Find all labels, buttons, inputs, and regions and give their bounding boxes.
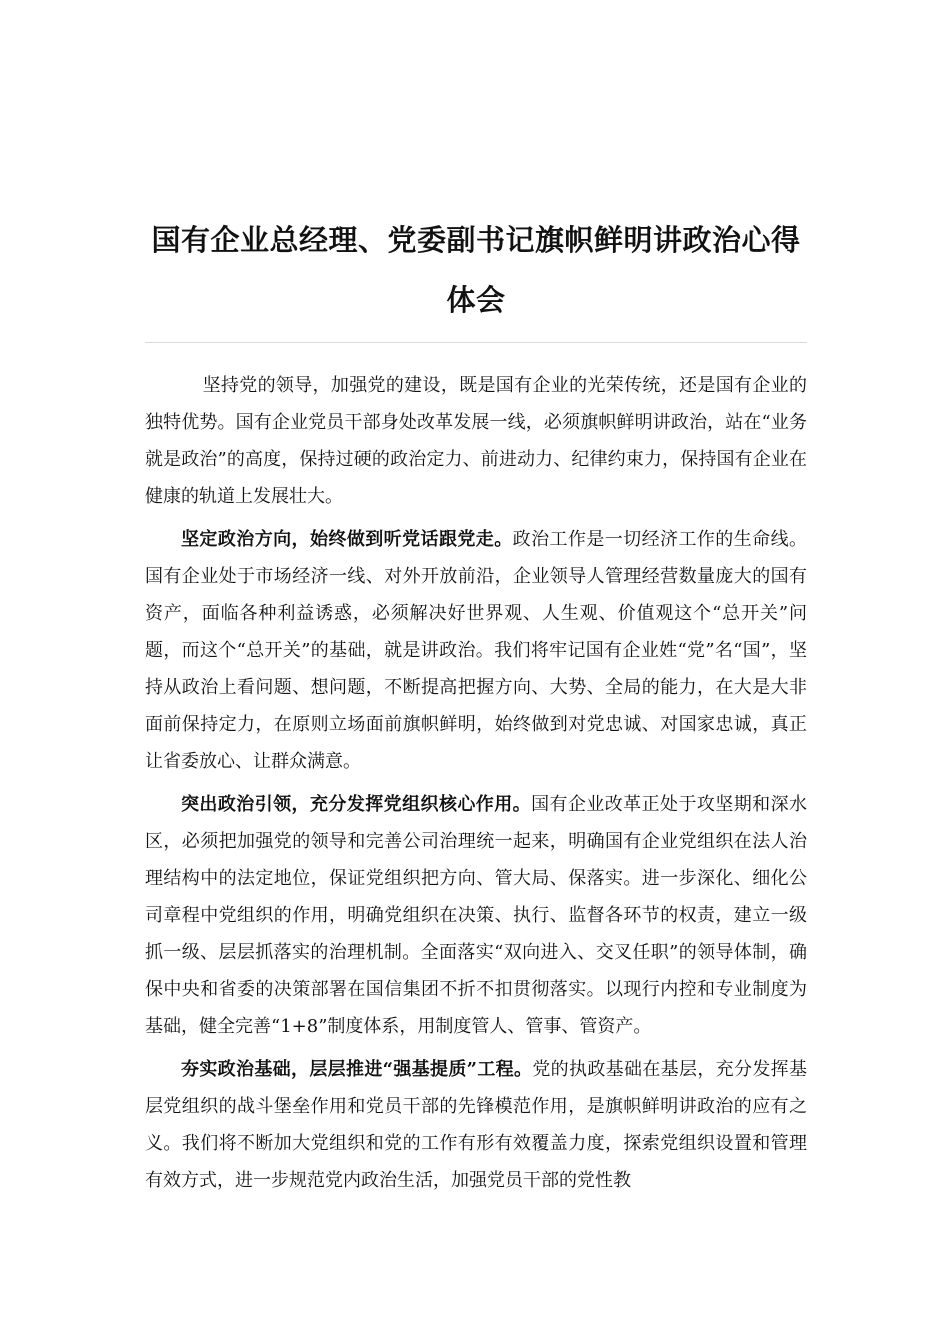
intro-paragraph-text: 坚持党的领导，加强党的建设，既是国有企业的光荣传统，还是国有企业的独特优势。国有企业党员干部身处改革发展一线，必须旗帜鲜明讲政治，站在“业务就是政治”的高度，保持过硬的政治定力、前进动力、纪律约束力，保持国有企业在健康的轨道上发展壮大。: [145, 375, 807, 507]
document-body: [145, 367, 807, 1199]
section-heading-political-direction: 坚定政治方向，始终做到听党话跟党走。: [181, 529, 513, 550]
document-title: 国有企业总经理、党委副书记旗帜鲜明讲政治心得体会: [151, 223, 801, 317]
title-divider: [145, 342, 807, 343]
section-heading-political-foundation: 夯实政治基础，层层推进“强基提质”工程。: [181, 1059, 533, 1080]
intro-paragraph: [145, 367, 807, 515]
section-heading-political-guidance: 突出政治引领，充分发挥党组织核心作用。: [181, 794, 532, 815]
section-paragraph-political-direction: [145, 521, 807, 780]
section-text-political-guidance: 国有企业改革正处于攻坚期和深水区，必须把加强党的领导和完善公司治理统一起来，明确国有企业党组织在法人治理结构中的法定地位，保证党组织把方向、管大局、保落实。进一步深化、细化公司章程中党组织的作用，明确党组织在决策、执行、监督各环节的权责，建立一级抓一级、层层抓落实的治理机制。全面落实“双向进入、交叉任职”的领导体制，确保中央和省委的决策部署在国信集团不折不扣贯彻落实。以现行内控和专业制度为基础，健全完善“1+8”制度体系，用制度管人、管事、管资产。: [145, 794, 808, 1037]
section-paragraph-political-foundation: [145, 1051, 807, 1199]
section-text-political-foundation: 党的执政基础在基层，充分发挥基层党组织的战斗堡垒作用和党员干部的先锋模范作用，是旗帜鲜明讲政治的应有之义。我们将不断加大党组织和党的工作有形有效覆盖力度，探索党组织设置和管理有效方式，进一步规范党内政治生活，加强党员干部的党性教: [145, 1059, 807, 1191]
document-page: [145, 210, 807, 1199]
section-text-political-direction: 政治工作是一切经济工作的生命线。国有企业处于市场经济一线、对外开放前沿，企业领导人管理经营数量庞大的国有资产，面临各种利益诱惑，必须解决好世界观、人生观、价值观这个“总开关”问题，而这个“总开关”的基础，就是讲政治。我们将牢记国有企业姓“党”名“国”，坚持从政治上看问题、想问题，不断提高把握方向、大势、全局的能力，在大是大非面前保持定力，在原则立场面前旗帜鲜明，始终做到对党忠诚、对国家忠诚，真正让省委放心、让群众满意。: [145, 529, 808, 772]
section-paragraph-political-guidance: [145, 786, 807, 1045]
